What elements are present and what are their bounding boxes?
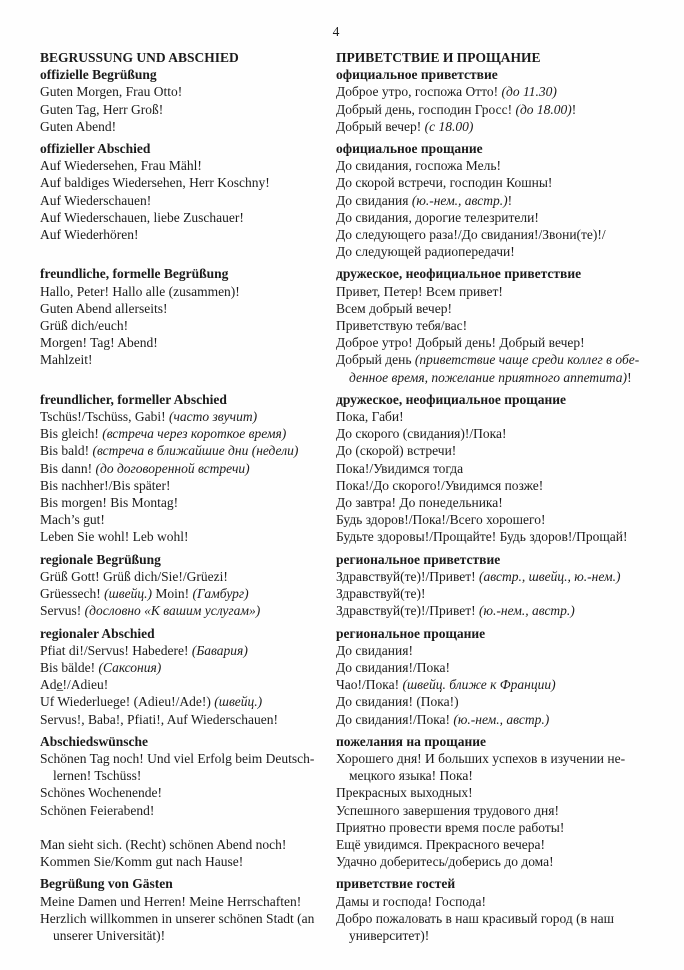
german-cell xyxy=(40,568,336,585)
phrase-text: Прекрасных выходных! xyxy=(336,785,473,801)
comment-text: (ю.-нем., австр.) xyxy=(411,192,508,208)
phrase-row xyxy=(40,585,660,602)
german-cell xyxy=(40,243,336,260)
russian-cell xyxy=(336,209,660,226)
german-cell xyxy=(40,209,336,226)
phrase-row xyxy=(40,317,660,334)
russian-cell xyxy=(336,408,660,425)
phrase-row xyxy=(40,927,660,944)
section-heading-row xyxy=(40,49,660,66)
phrase-text: До свидания! xyxy=(336,642,413,658)
comment-text: (до договоренной встречи) xyxy=(95,460,250,476)
phrase-text: Pfiat di!/Servus! Habedere! xyxy=(40,642,192,658)
russian-cell xyxy=(336,300,660,317)
phrase-text: ! xyxy=(507,192,513,208)
phrase-row xyxy=(40,351,660,368)
german-cell xyxy=(40,408,336,425)
russian-cell xyxy=(336,625,660,642)
phrase-text: Schönen Tag noch! Und viel Erfolg beim Deutsch- xyxy=(40,750,315,766)
russian-cell xyxy=(336,784,660,801)
german-cell xyxy=(40,659,336,676)
phrase-row xyxy=(40,300,660,317)
german-cell xyxy=(40,391,336,408)
phrase-row xyxy=(40,101,660,118)
phrase-text: До свидания! (Пока!) xyxy=(336,694,459,710)
phrase-row xyxy=(40,853,660,870)
german-cell xyxy=(40,140,336,157)
russian-cell xyxy=(336,733,660,750)
russian-cell xyxy=(336,494,660,511)
russian-cell xyxy=(336,819,660,836)
phrase-text: университет)! xyxy=(349,927,430,943)
phrase-text: Пока, Габи! xyxy=(336,409,404,425)
phrase-row xyxy=(40,209,660,226)
comment-text: (до 18.00) xyxy=(515,101,572,117)
phrase-text: До свидания!/Пока! xyxy=(336,659,451,675)
phrase-text: До свидания, дорогие телезрители! xyxy=(336,209,539,225)
russian-cell xyxy=(336,568,660,585)
section-heading-row xyxy=(40,733,660,750)
phrase-text: Здравствуй(те)!/Привет! xyxy=(336,568,480,584)
russian-cell xyxy=(336,893,660,910)
german-cell xyxy=(40,733,336,750)
phrase-text: Доброе утро, госпожа Отто! xyxy=(336,84,502,100)
phrase-row xyxy=(40,226,660,243)
phrase-row xyxy=(40,711,660,728)
russian-cell xyxy=(336,391,660,408)
phrase-text: Пока!/Увидимся тогда xyxy=(336,460,464,476)
phrase-text: Всем добрый вечер! xyxy=(336,300,452,316)
russian-cell xyxy=(336,425,660,442)
comment-text: (швейц.) xyxy=(104,586,153,602)
phrase-row xyxy=(40,283,660,300)
russian-cell xyxy=(336,283,660,300)
german-cell xyxy=(40,369,336,386)
german-cell xyxy=(40,174,336,191)
comment-text: (швейц. ближе к Франции) xyxy=(402,677,556,693)
comment-text: денное время, пожелание приятного аппетита) xyxy=(349,369,628,385)
russian-cell xyxy=(336,659,660,676)
phrase-text: региональное прощание xyxy=(336,625,486,641)
phrase-row xyxy=(40,408,660,425)
phrase-text: Auf Wiederschauen, liebe Zuschauer! xyxy=(40,209,244,225)
phrase-row xyxy=(40,659,660,676)
comment-text: (встреча в ближайшие дни (недели) xyxy=(92,443,299,459)
german-cell xyxy=(40,300,336,317)
russian-cell xyxy=(336,802,660,819)
german-cell xyxy=(40,83,336,100)
russian-cell xyxy=(336,369,660,386)
russian-cell xyxy=(336,477,660,494)
phrase-text: приветствие гостей xyxy=(336,876,456,892)
phrase-text: официальное приветствие xyxy=(336,67,498,83)
russian-cell xyxy=(336,927,660,944)
phrase-text: Дамы и господа! Господа! xyxy=(336,893,487,909)
phrase-text: Здравствуй(те)! xyxy=(336,586,426,602)
phrase-text: Добро пожаловать в наш красивый город (в наш xyxy=(336,910,614,926)
phrase-text: Leben Sie wohl! Leb wohl! xyxy=(40,529,189,545)
comment-text: (швейц.) xyxy=(214,694,263,710)
phrase-text: freundliche, formelle Begrüßung xyxy=(40,266,229,282)
phrase-text: До (скорой) встречи! xyxy=(336,443,457,459)
phrase-text: lernen! Tschüss! xyxy=(53,768,142,784)
russian-cell xyxy=(336,836,660,853)
phrase-text: Guten Tag, Herr Groß! xyxy=(40,101,164,117)
phrase-text: Kommen Sie/Komm gut nach Hause! xyxy=(40,854,244,870)
phrase-row xyxy=(40,784,660,801)
russian-cell xyxy=(336,460,660,477)
phrase-text: ! xyxy=(627,369,632,385)
phrase-text: Bis dann! xyxy=(40,460,96,476)
phrase-row xyxy=(40,174,660,191)
section-heading-row xyxy=(40,551,660,568)
russian-cell xyxy=(336,174,660,191)
comment-text: (ю.-нем., австр.) xyxy=(479,603,575,619)
section-heading-row xyxy=(40,140,660,157)
phrase-text: Auf Wiederschauen! xyxy=(40,192,152,208)
german-cell xyxy=(40,317,336,334)
phrase-text: Добрый день xyxy=(336,352,415,368)
german-cell xyxy=(40,602,336,619)
phrase-row xyxy=(40,642,660,659)
russian-cell xyxy=(336,853,660,870)
russian-cell xyxy=(336,767,660,784)
comment-text: (с 18.00) xyxy=(424,118,474,134)
phrase-row xyxy=(40,802,660,819)
german-cell xyxy=(40,528,336,545)
german-cell xyxy=(40,625,336,642)
russian-cell xyxy=(336,750,660,767)
phrase-row xyxy=(40,477,660,494)
russian-cell xyxy=(336,442,660,459)
german-cell xyxy=(40,334,336,351)
comment-text: (австр., швейц., ю.-нем.) xyxy=(479,568,621,584)
german-cell xyxy=(40,442,336,459)
phrase-text: freundlicher, formeller Abschied xyxy=(40,391,227,407)
phrase-row xyxy=(40,334,660,351)
russian-cell xyxy=(336,49,660,66)
phrase-text: Meine Damen und Herren! Meine Herrschaften! xyxy=(40,893,302,909)
russian-cell xyxy=(336,910,660,927)
russian-cell xyxy=(336,351,660,368)
phrase-text: Ade̲!/Adieu! xyxy=(40,677,109,693)
german-cell xyxy=(40,494,336,511)
phrase-text: Auf Wiedersehen, Frau Mähl! xyxy=(40,158,202,174)
section-heading-row xyxy=(40,391,660,408)
german-cell xyxy=(40,551,336,568)
phrase-text: unserer Universität)! xyxy=(53,927,166,943)
german-cell xyxy=(40,711,336,728)
phrase-row xyxy=(40,528,660,545)
russian-cell xyxy=(336,551,660,568)
phrase-text: Пока!/До скорого!/Увидимся позже! xyxy=(336,477,544,493)
phrase-text: Будь здоров!/Пока!/Всего хорошего! xyxy=(336,512,546,528)
german-cell xyxy=(40,66,336,83)
german-cell xyxy=(40,585,336,602)
phrase-text: Man sieht sich. (Recht) schönen Abend noch! xyxy=(40,836,287,852)
phrase-text: Grüß dich/euch! xyxy=(40,318,129,334)
phrase-text: Чао!/Пока! xyxy=(336,677,403,693)
phrase-text: Guten Abend! xyxy=(40,118,117,134)
phrase-text: Доброе утро! Добрый день! Добрый вечер! xyxy=(336,335,585,351)
phrase-text: Привет, Петер! Всем привет! xyxy=(336,283,503,299)
phrase-text: До скорого (свидания)!/Пока! xyxy=(336,426,507,442)
phrase-text: regionale Begrüßung xyxy=(40,551,161,567)
section-heading-row xyxy=(40,66,660,83)
phrase-row xyxy=(40,568,660,585)
phrase-text: offizielle Begrüßung xyxy=(40,67,157,83)
phrase-text: Успешного завершения трудового дня! xyxy=(336,802,559,818)
german-cell xyxy=(40,101,336,118)
german-cell xyxy=(40,157,336,174)
phrase-text: Приветствую тебя/вас! xyxy=(336,318,468,334)
phrase-text: Morgen! Tag! Abend! xyxy=(40,335,158,351)
phrase-text: regionaler Abschied xyxy=(40,625,155,641)
section-heading-row xyxy=(40,875,660,892)
phrase-row xyxy=(40,442,660,459)
comment-text: (часто звучит) xyxy=(168,409,258,425)
phrase-text: Хорошего дня! И больших успехов в изучении не- xyxy=(336,750,626,766)
german-cell xyxy=(40,893,336,910)
section-heading-row xyxy=(40,625,660,642)
german-cell xyxy=(40,927,336,944)
german-cell xyxy=(40,767,336,784)
german-cell xyxy=(40,875,336,892)
german-cell xyxy=(40,853,336,870)
phrase-row xyxy=(40,369,660,386)
phrase-text: Bis gleich! xyxy=(40,426,103,442)
phrase-text: ! xyxy=(571,101,577,117)
phrase-text: Bis bälde! xyxy=(40,659,99,675)
phrase-text: Mach’s gut! xyxy=(40,512,105,528)
phrase-text: Auf Wiederhören! xyxy=(40,227,139,243)
phrase-text: Begrüßung von Gästen xyxy=(40,876,173,892)
phrase-text: Schönes Wochenende! xyxy=(40,785,163,801)
phrase-row xyxy=(40,192,660,209)
phrase-text: Auf baldiges Wiedersehen, Herr Koschny! xyxy=(40,175,270,191)
phrase-text: Schönen Feierabend! xyxy=(40,802,155,818)
phrase-row xyxy=(40,243,660,260)
phrase-text: До свидания!/Пока! xyxy=(336,711,454,727)
phrase-text: Hallo, Peter! Hallo alle (zusammen)! xyxy=(40,283,240,299)
german-cell xyxy=(40,693,336,710)
russian-cell xyxy=(336,642,660,659)
phrase-text: дружеское, неофициальное приветствие xyxy=(336,266,582,282)
comment-text: (ю.-нем., австр.) xyxy=(453,711,550,727)
russian-cell xyxy=(336,602,660,619)
section-heading-row xyxy=(40,265,660,282)
russian-cell xyxy=(336,317,660,334)
german-cell xyxy=(40,784,336,801)
phrase-text: Mahlzeit! xyxy=(40,352,93,368)
german-cell xyxy=(40,642,336,659)
german-cell xyxy=(40,460,336,477)
phrase-text: Abschiedswünsche xyxy=(40,733,149,749)
phrase-text: Приятно провести время после работы! xyxy=(336,819,565,835)
phrase-row xyxy=(40,157,660,174)
russian-cell xyxy=(336,243,660,260)
phrase-text: offizieller Abschied xyxy=(40,141,151,157)
phrase-row xyxy=(40,893,660,910)
phrase-row xyxy=(40,118,660,135)
phrase-row xyxy=(40,511,660,528)
phrase-text: До свидания, госпожа Мель! xyxy=(336,158,502,174)
russian-cell xyxy=(336,528,660,545)
german-cell xyxy=(40,819,336,836)
russian-cell xyxy=(336,226,660,243)
russian-cell xyxy=(336,693,660,710)
russian-cell xyxy=(336,334,660,351)
russian-cell xyxy=(336,265,660,282)
phrase-row xyxy=(40,676,660,693)
phrase-text: Herzlich willkommen in unserer schönen Stadt (an xyxy=(40,910,315,926)
german-cell xyxy=(40,425,336,442)
phrase-text: Guten Morgen, Frau Otto! xyxy=(40,84,183,100)
phrase-text: До следующей радиопередачи! xyxy=(336,244,515,260)
russian-cell xyxy=(336,118,660,135)
phrase-row xyxy=(40,83,660,100)
phrase-text: Будьте здоровы!/Прощайте! Будь здоров!/Прощай! xyxy=(336,529,628,545)
phrase-row xyxy=(40,819,660,836)
comment-text: (встреча через короткое время) xyxy=(102,426,287,442)
phrase-row xyxy=(40,767,660,784)
phrase-text: Добрый вечер! xyxy=(336,118,425,134)
phrase-text: пожелания на прощание xyxy=(336,733,486,749)
phrase-text: мецкого языка! Пока! xyxy=(349,768,473,784)
german-cell xyxy=(40,836,336,853)
german-cell xyxy=(40,511,336,528)
phrase-text: До скорой встречи, господин Кошны! xyxy=(336,175,553,191)
phrase-row xyxy=(40,910,660,927)
phrase-row xyxy=(40,494,660,511)
phrase-text: Bis nachher!/Bis später! xyxy=(40,477,171,493)
german-cell xyxy=(40,283,336,300)
phrase-text: Bis morgen! Bis Montag! xyxy=(40,495,179,511)
page-number: 4 xyxy=(332,24,340,39)
russian-cell xyxy=(336,511,660,528)
german-cell xyxy=(40,351,336,368)
russian-cell xyxy=(336,585,660,602)
russian-cell xyxy=(336,157,660,174)
russian-cell xyxy=(336,140,660,157)
phrase-row xyxy=(40,836,660,853)
phrasebook-table xyxy=(40,49,660,944)
phrase-row xyxy=(40,425,660,442)
phrase-text: BEGRUSSUNG UND ABSCHIED xyxy=(40,50,239,65)
german-cell xyxy=(40,910,336,927)
phrase-text: Uf Wiederluege! (Adieu!/Ade!) xyxy=(40,694,215,710)
russian-cell xyxy=(336,676,660,693)
russian-cell xyxy=(336,66,660,83)
phrase-text: Здравствуй(те)!/Привет! xyxy=(336,603,480,619)
phrase-text: дружеское, неофициальное прощание xyxy=(336,391,566,407)
comment-text: (Саксония) xyxy=(98,659,162,675)
german-cell xyxy=(40,192,336,209)
comment-text: (дословно «К вашим услугам») xyxy=(84,603,261,619)
phrase-row xyxy=(40,750,660,767)
phrase-row xyxy=(40,693,660,710)
phrase-text: ПРИВЕТСТВИЕ И ПРОЩАНИЕ xyxy=(336,50,541,65)
phrase-text: региональное приветствие xyxy=(336,551,501,567)
german-cell xyxy=(40,265,336,282)
german-cell xyxy=(40,802,336,819)
russian-cell xyxy=(336,192,660,209)
phrase-text: Servus! xyxy=(40,603,85,619)
russian-cell xyxy=(336,875,660,892)
phrase-text: Удачно доберитесь/доберись до дома! xyxy=(336,854,554,870)
russian-cell xyxy=(336,83,660,100)
german-cell xyxy=(40,118,336,135)
phrase-text: Servus!, Baba!, Pfiati!, Auf Wiederschauen! xyxy=(40,711,279,727)
german-cell xyxy=(40,477,336,494)
german-cell xyxy=(40,49,336,66)
comment-text: (приветствие чаще среди коллег в обе- xyxy=(414,352,640,368)
phrase-text: Guten Abend allerseits! xyxy=(40,300,168,316)
german-cell xyxy=(40,676,336,693)
phrase-text: Grüß Gott! Grüß dich/Sie!/Grüezi! xyxy=(40,568,228,584)
german-cell xyxy=(40,226,336,243)
phrase-text: Moin! xyxy=(152,586,193,602)
russian-cell xyxy=(336,101,660,118)
phrase-text: Tschüs!/Tschüss, Gabi! xyxy=(40,409,169,425)
phrase-row xyxy=(40,602,660,619)
phrase-text: До завтра! До понедельника! xyxy=(336,495,503,511)
phrase-text: Grüessech! xyxy=(40,586,105,602)
phrase-text: До свидания xyxy=(336,192,412,208)
phrase-text: официальное прощание xyxy=(336,141,483,157)
russian-cell xyxy=(336,711,660,728)
comment-text: (до 11.30) xyxy=(501,84,557,100)
phrase-row xyxy=(40,460,660,477)
phrase-text: Bis bald! xyxy=(40,443,93,459)
phrase-text: До следующего раза!/До свидания!/Звони(те)!/ xyxy=(336,227,606,243)
comment-text: (Гамбург) xyxy=(192,586,249,602)
phrase-text: Добрый день, господин Гросс! xyxy=(336,101,516,117)
phrase-text: Ещё увидимся. Прекрасного вечера! xyxy=(336,836,545,852)
german-cell xyxy=(40,750,336,767)
comment-text: (Бавария) xyxy=(191,642,248,658)
